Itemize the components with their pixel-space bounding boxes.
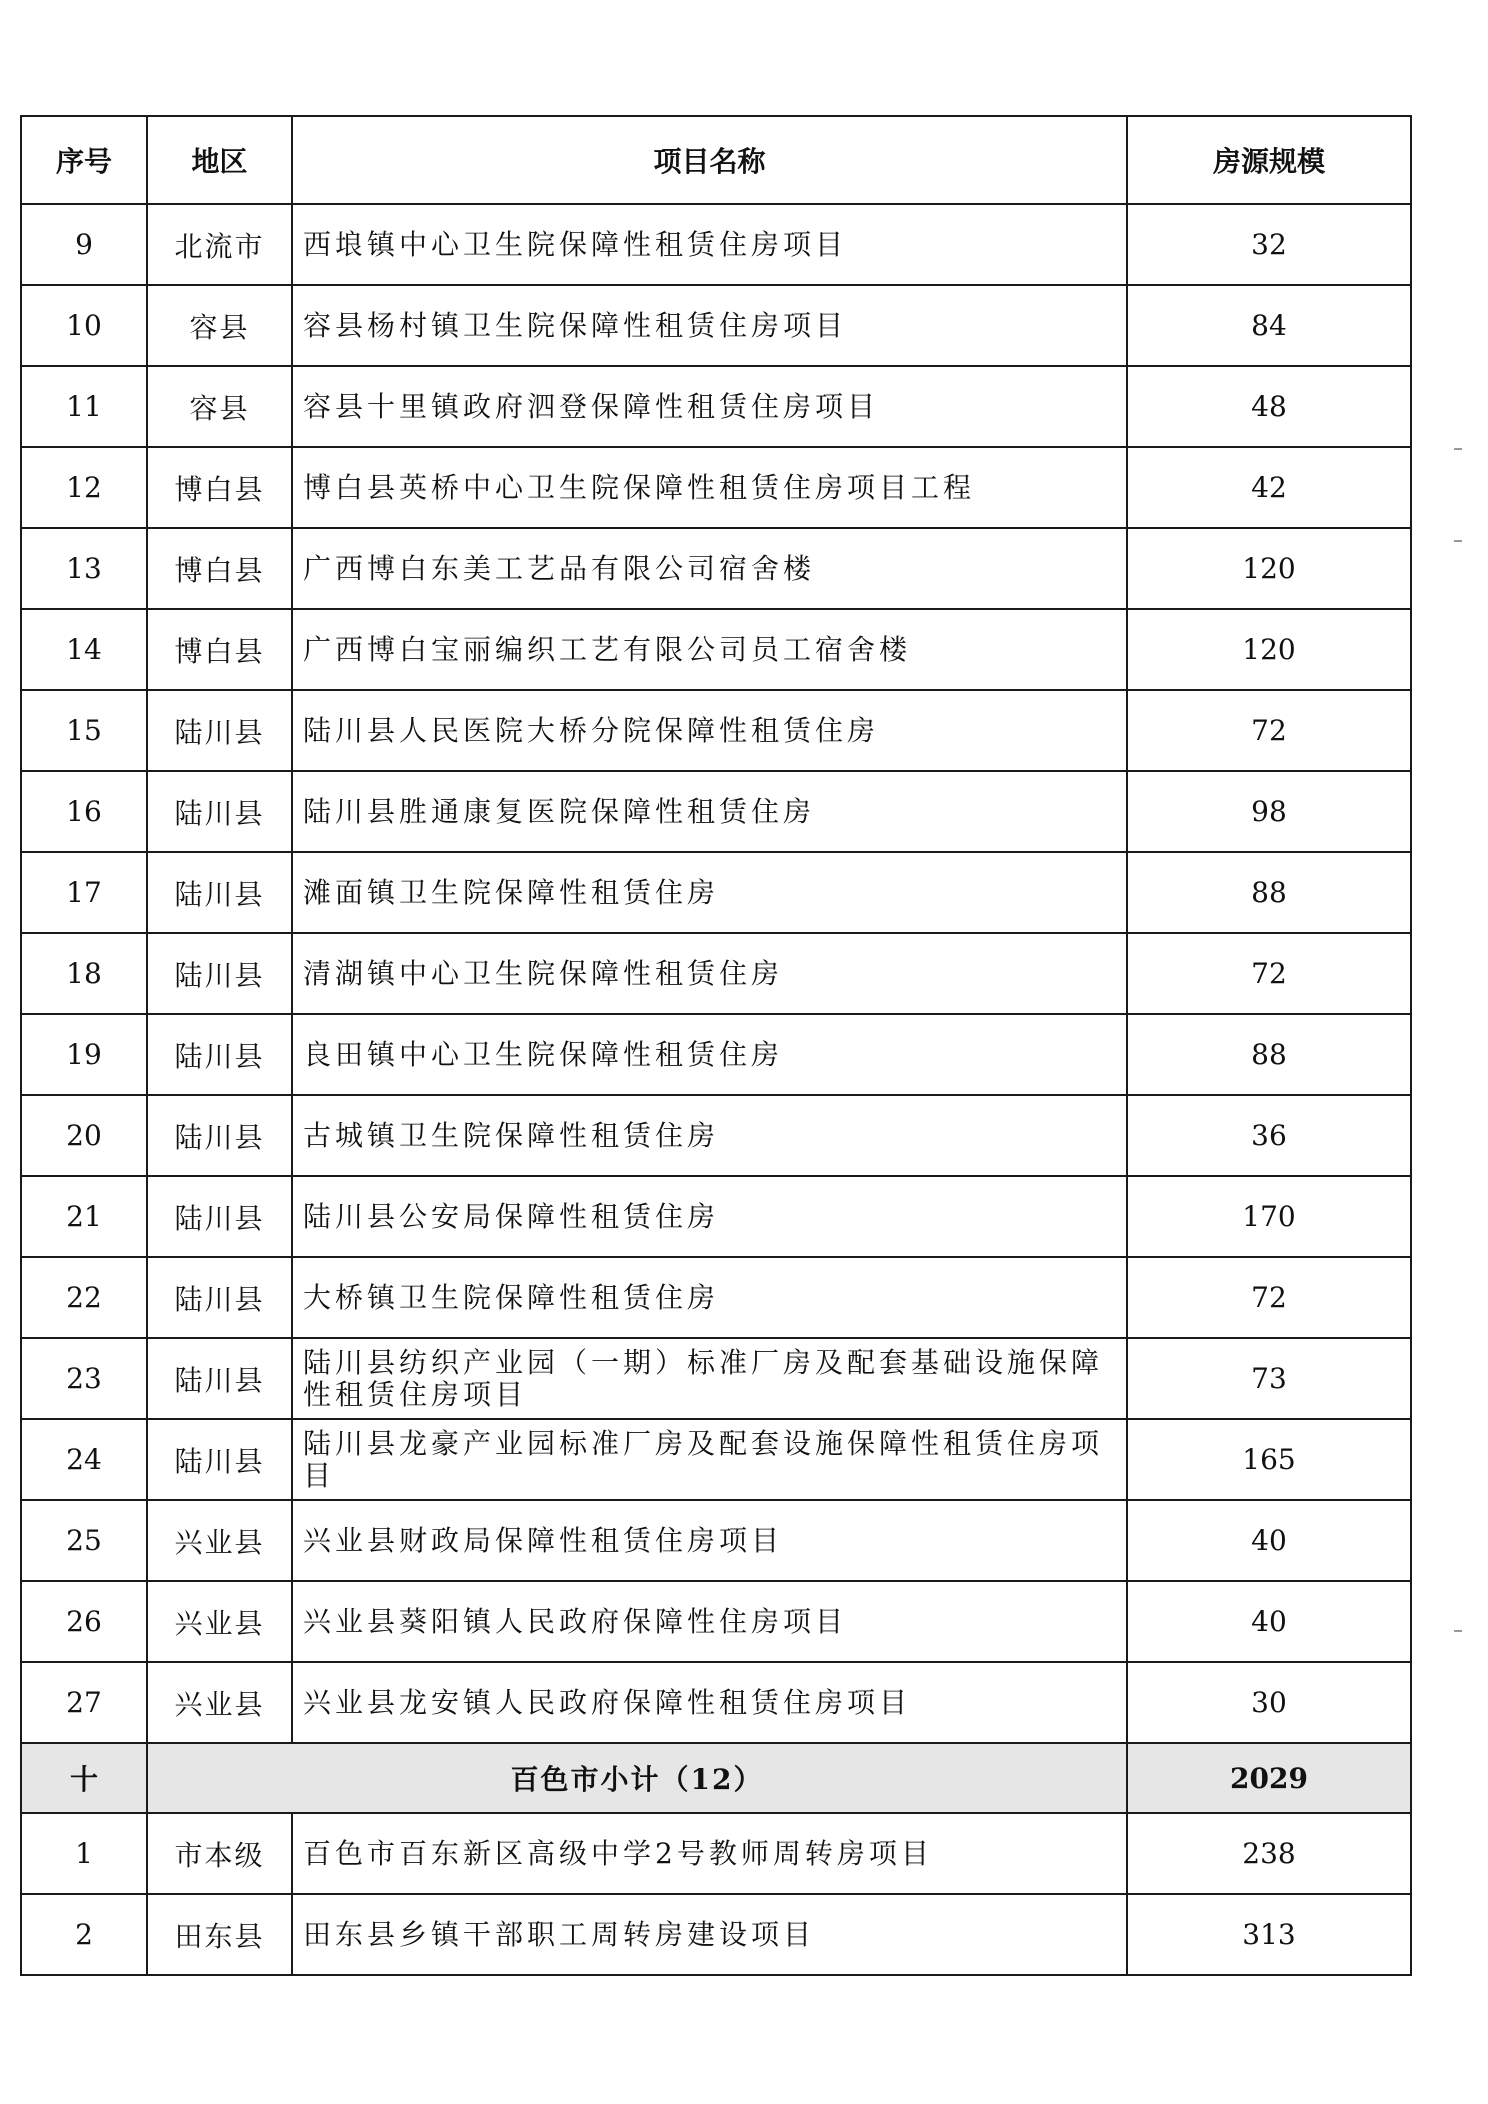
cell-no: 25 xyxy=(21,1500,147,1581)
cell-scale: 313 xyxy=(1127,1894,1411,1975)
table-row xyxy=(21,528,1411,609)
cell-scale: 165 xyxy=(1127,1419,1411,1500)
cell-no: 2 xyxy=(21,1894,147,1975)
cell-no: 12 xyxy=(21,447,147,528)
cell-project-name: 陆川县龙豪产业园标准厂房及配套设施保障性租赁住房项目 xyxy=(292,1419,1127,1500)
cell-project-name: 兴业县葵阳镇人民政府保障性住房项目 xyxy=(292,1581,1127,1662)
cell-region: 兴业县 xyxy=(147,1581,292,1662)
table-row xyxy=(21,285,1411,366)
cell-no: 14 xyxy=(21,609,147,690)
cell-scale: 120 xyxy=(1127,609,1411,690)
header-region: 地区 xyxy=(147,116,292,204)
table-row xyxy=(21,1894,1411,1975)
table-header-row xyxy=(21,116,1411,204)
margin-mark xyxy=(1454,448,1462,450)
table-row xyxy=(21,1014,1411,1095)
cell-project-name: 陆川县人民医院大桥分院保障性租赁住房 xyxy=(292,690,1127,771)
cell-scale: 48 xyxy=(1127,366,1411,447)
table-row xyxy=(21,771,1411,852)
cell-region: 陆川县 xyxy=(147,1014,292,1095)
cell-project-name: 陆川县公安局保障性租赁住房 xyxy=(292,1176,1127,1257)
cell-region: 陆川县 xyxy=(147,1419,292,1500)
cell-no: 23 xyxy=(21,1338,147,1419)
cell-scale: 120 xyxy=(1127,528,1411,609)
cell-no: 20 xyxy=(21,1095,147,1176)
header-no: 序号 xyxy=(21,116,147,204)
cell-project-name: 西埌镇中心卫生院保障性租赁住房项目 xyxy=(292,204,1127,285)
table-row xyxy=(21,1500,1411,1581)
cell-no: 15 xyxy=(21,690,147,771)
cell-project-name: 陆川县纺织产业园（一期）标准厂房及配套基础设施保障性租赁住房项目 xyxy=(292,1338,1127,1419)
cell-project-name: 清湖镇中心卫生院保障性租赁住房 xyxy=(292,933,1127,1014)
cell-region: 陆川县 xyxy=(147,690,292,771)
cell-scale: 238 xyxy=(1127,1813,1411,1894)
cell-region: 兴业县 xyxy=(147,1662,292,1743)
table-row xyxy=(21,366,1411,447)
cell-region: 陆川县 xyxy=(147,771,292,852)
cell-scale: 72 xyxy=(1127,1257,1411,1338)
cell-scale: 40 xyxy=(1127,1581,1411,1662)
cell-no: 19 xyxy=(21,1014,147,1095)
cell-region: 博白县 xyxy=(147,528,292,609)
table-body-baise xyxy=(21,1813,1411,1975)
table-row xyxy=(21,1581,1411,1662)
cell-no: 11 xyxy=(21,366,147,447)
cell-region: 容县 xyxy=(147,366,292,447)
cell-scale: 40 xyxy=(1127,1500,1411,1581)
project-table xyxy=(20,115,1412,1976)
table-body-yulin xyxy=(21,204,1411,1743)
cell-project-name: 广西博白东美工艺品有限公司宿舍楼 xyxy=(292,528,1127,609)
cell-no: 10 xyxy=(21,285,147,366)
cell-project-name: 田东县乡镇干部职工周转房建设项目 xyxy=(292,1894,1127,1975)
margin-mark xyxy=(1454,540,1462,542)
cell-scale: 98 xyxy=(1127,771,1411,852)
table-row xyxy=(21,1176,1411,1257)
cell-no: 1 xyxy=(21,1813,147,1894)
cell-project-name: 博白县英桥中心卫生院保障性租赁住房项目工程 xyxy=(292,447,1127,528)
table-row xyxy=(21,933,1411,1014)
cell-region: 陆川县 xyxy=(147,1338,292,1419)
cell-scale: 88 xyxy=(1127,852,1411,933)
table-body-subtotal xyxy=(21,1743,1411,1813)
cell-region: 兴业县 xyxy=(147,1500,292,1581)
cell-region: 陆川县 xyxy=(147,852,292,933)
cell-scale: 72 xyxy=(1127,690,1411,771)
cell-no: 27 xyxy=(21,1662,147,1743)
cell-project-name: 兴业县龙安镇人民政府保障性租赁住房项目 xyxy=(292,1662,1127,1743)
table-row xyxy=(21,609,1411,690)
cell-region: 容县 xyxy=(147,285,292,366)
table-row xyxy=(21,690,1411,771)
cell-no: 17 xyxy=(21,852,147,933)
cell-region: 陆川县 xyxy=(147,1176,292,1257)
table-row xyxy=(21,1338,1411,1419)
cell-scale: 170 xyxy=(1127,1176,1411,1257)
cell-no: 9 xyxy=(21,204,147,285)
margin-mark xyxy=(1454,1630,1462,1632)
cell-region: 博白县 xyxy=(147,447,292,528)
cell-project-name: 广西博白宝丽编织工艺有限公司员工宿舍楼 xyxy=(292,609,1127,690)
cell-project-name: 古城镇卫生院保障性租赁住房 xyxy=(292,1095,1127,1176)
table-row xyxy=(21,447,1411,528)
cell-scale: 88 xyxy=(1127,1014,1411,1095)
table-row xyxy=(21,1662,1411,1743)
cell-no: 21 xyxy=(21,1176,147,1257)
table-row xyxy=(21,852,1411,933)
cell-region: 陆川县 xyxy=(147,1257,292,1338)
cell-project-name: 滩面镇卫生院保障性租赁住房 xyxy=(292,852,1127,933)
cell-scale: 42 xyxy=(1127,447,1411,528)
subtotal-no: 十 xyxy=(21,1743,147,1813)
cell-region: 田东县 xyxy=(147,1894,292,1975)
cell-scale: 84 xyxy=(1127,285,1411,366)
table-row xyxy=(21,1095,1411,1176)
cell-project-name: 大桥镇卫生院保障性租赁住房 xyxy=(292,1257,1127,1338)
cell-region: 陆川县 xyxy=(147,933,292,1014)
cell-scale: 72 xyxy=(1127,933,1411,1014)
cell-scale: 30 xyxy=(1127,1662,1411,1743)
cell-no: 24 xyxy=(21,1419,147,1500)
cell-project-name: 容县杨村镇卫生院保障性租赁住房项目 xyxy=(292,285,1127,366)
cell-region: 市本级 xyxy=(147,1813,292,1894)
cell-region: 北流市 xyxy=(147,204,292,285)
header-name: 项目名称 xyxy=(292,116,1127,204)
subtotal-row xyxy=(21,1743,1411,1813)
table-row xyxy=(21,1257,1411,1338)
cell-no: 16 xyxy=(21,771,147,852)
cell-project-name: 陆川县胜通康复医院保障性租赁住房 xyxy=(292,771,1127,852)
cell-no: 22 xyxy=(21,1257,147,1338)
cell-region: 博白县 xyxy=(147,609,292,690)
cell-no: 26 xyxy=(21,1581,147,1662)
table-row xyxy=(21,1813,1411,1894)
table-row xyxy=(21,1419,1411,1500)
table-row xyxy=(21,204,1411,285)
cell-region: 陆川县 xyxy=(147,1095,292,1176)
cell-project-name: 兴业县财政局保障性租赁住房项目 xyxy=(292,1500,1127,1581)
cell-project-name: 良田镇中心卫生院保障性租赁住房 xyxy=(292,1014,1127,1095)
cell-project-name: 容县十里镇政府泗登保障性租赁住房项目 xyxy=(292,366,1127,447)
subtotal-label: 百色市小计（12） xyxy=(147,1743,1127,1813)
subtotal-scale: 2029 xyxy=(1127,1743,1411,1813)
cell-no: 13 xyxy=(21,528,147,609)
cell-scale: 73 xyxy=(1127,1338,1411,1419)
cell-no: 18 xyxy=(21,933,147,1014)
cell-scale: 32 xyxy=(1127,204,1411,285)
cell-scale: 36 xyxy=(1127,1095,1411,1176)
cell-project-name: 百色市百东新区高级中学2号教师周转房项目 xyxy=(292,1813,1127,1894)
header-scale: 房源规模 xyxy=(1127,116,1411,204)
